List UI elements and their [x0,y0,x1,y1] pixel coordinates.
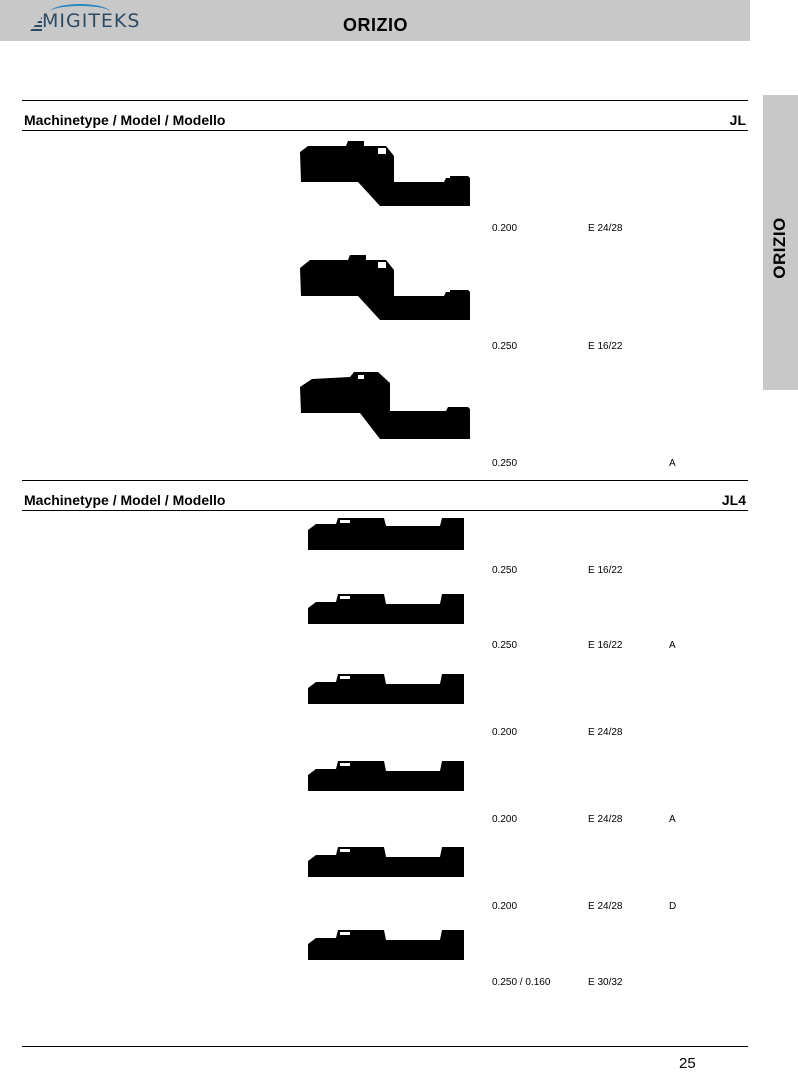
gauge-cell: 0.250 [492,458,518,469]
jl4-needle-profile [306,670,468,708]
gauge-cell: 0.250 [492,640,518,651]
spec-cell: E 24/28 [588,901,623,912]
spec-cell: E 16/22 [588,640,623,651]
variant-cell: D [669,901,677,912]
spec-cell: E 30/32 [588,977,623,988]
variant-cell: A [669,640,676,651]
jl-needle-profile [298,138,473,210]
gauge-cell: 0.200 [492,727,518,738]
gauge-cell: 0.250 [492,341,518,352]
jl4-needle-profile [306,843,468,881]
section-divider [22,100,748,101]
jl-needle-profile [298,252,473,324]
page-title: ORIZIO [343,15,408,35]
section-label: Machinetype / Model / Modello [24,112,226,128]
spec-cell: E 16/22 [588,341,623,352]
jl4-needle-profile [306,514,468,552]
variant-cell: A [669,814,676,825]
jl4-needle-profile [306,590,468,628]
section-label: Machinetype / Model / Modello [24,492,226,508]
gauge-cell: 0.250 [492,565,518,576]
section-divider [22,130,748,131]
section-divider [22,480,748,481]
gauge-cell: 0.200 [492,814,518,825]
section-divider [22,510,748,511]
section-code: JL [729,112,746,128]
jl-needle-profile [298,369,473,441]
spec-cell: E 24/28 [588,814,623,825]
page-number: 25 [679,1055,696,1072]
logo-mark-icon [30,17,42,31]
gauge-cell: 0.250 / 0.160 [492,977,551,988]
spec-cell: E 24/28 [588,727,623,738]
footer-divider [22,1046,748,1047]
logo-text: MIGITEKS [42,10,141,32]
jl4-needle-profile [306,757,468,795]
jl4-needle-profile [306,926,468,964]
gauge-cell: 0.200 [492,901,518,912]
migiteks-logo [30,8,150,34]
variant-cell: A [669,458,676,469]
spec-cell: E 24/28 [588,223,623,234]
gauge-cell: 0.200 [492,223,518,234]
spec-cell: E 16/22 [588,565,623,576]
section-code: JL4 [721,492,746,508]
side-tab-label: ORIZIO [770,217,789,279]
